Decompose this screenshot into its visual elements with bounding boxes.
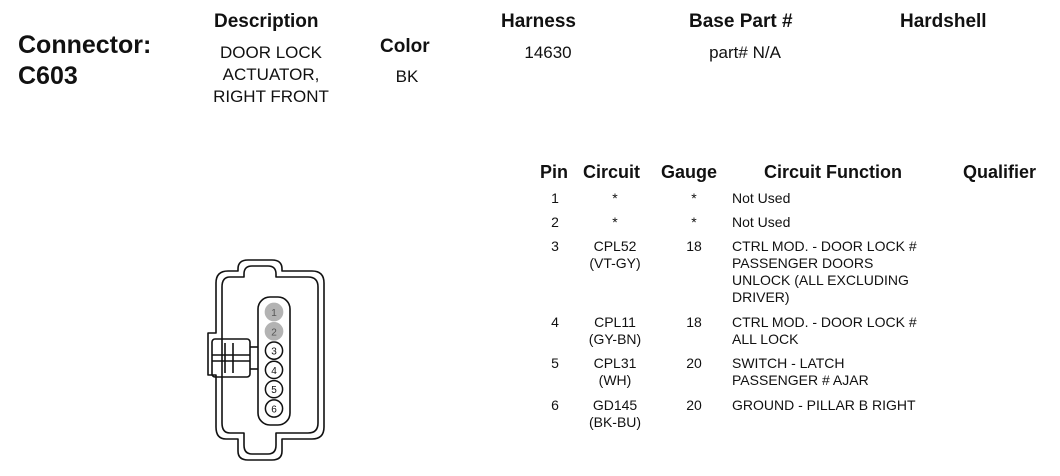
row-gauge: * [691,190,697,206]
pin-3-label: 3 [271,346,277,358]
row-function [732,314,957,348]
pin-group [265,303,282,417]
row-circuit [577,214,653,231]
row-pin: 4 [551,314,559,330]
pin-2-label: 2 [271,327,277,339]
circuit-line: CPL52 [593,238,637,254]
connector-id: C603 [18,62,78,90]
connector-face-diagram [200,255,335,465]
row-pin: 5 [551,355,559,371]
row-circuit [577,190,653,207]
function-line: PASSENGER # AJAR [732,372,869,388]
row-gauge: 18 [686,314,702,330]
col-header-qualifier: Qualifier [963,162,1037,182]
function-line: CTRL MOD. - DOOR LOCK # [732,238,917,254]
color-header: Color [380,36,430,57]
row-circuit [577,238,653,272]
base-part-value: part# N/A [709,43,781,62]
circuit-line: (VT-GY) [589,255,641,271]
circuit-line: (BK-BU) [588,414,642,430]
row-gauge: 20 [686,355,702,371]
row-gauge: * [691,214,697,230]
circuit-line: * [612,190,618,206]
row-gauge: 20 [686,397,702,413]
row-pin: 2 [551,214,559,230]
description-value [196,42,346,108]
description-line: RIGHT FRONT [213,87,329,106]
function-line: DRIVER) [732,289,790,305]
col-header-circuit: Circuit [583,162,641,182]
circuit-line: CPL31 [593,355,637,371]
row-pin: 6 [551,397,559,413]
pin-4-label: 4 [271,365,277,377]
col-header-circuit-function: Circuit Function [764,162,902,182]
function-line: CTRL MOD. - DOOR LOCK # [732,314,917,330]
function-line: SWITCH - LATCH [732,355,845,371]
description-line: ACTUATOR, [222,65,320,84]
function-line: UNLOCK (ALL EXCLUDING [732,272,909,288]
row-function [732,214,957,231]
row-function [732,397,957,414]
row-pin: 3 [551,238,559,254]
pin-5-label: 5 [271,385,277,397]
pin-6-label: 6 [271,404,277,416]
col-header-pin: Pin [540,162,569,182]
row-function [732,355,957,389]
function-line: PASSENGER DOORS [732,255,874,271]
harness-header: Harness [501,11,576,32]
connector-title [18,30,151,92]
connector-label: Connector: [18,31,152,59]
row-pin: 1 [551,190,559,206]
color-value: BK [395,67,419,86]
circuit-line: * [612,214,618,230]
row-function [732,238,957,306]
description-header: Description [214,11,319,32]
circuit-line: CPL11 [594,314,636,330]
row-gauge: 18 [686,238,702,254]
circuit-line: (WH) [598,372,632,388]
hardshell-header: Hardshell [900,11,987,32]
row-function [732,190,957,207]
col-header-gauge: Gauge [661,162,718,182]
circuit-line: GD145 [592,397,638,413]
latch-body [212,339,250,377]
function-line: Not Used [732,190,791,206]
pin-1-label: 1 [271,308,277,319]
function-line: Not Used [732,214,791,230]
base-part-header: Base Part # [689,11,793,32]
harness-value: 14630 [524,43,572,62]
circuit-line: (GY-BN) [588,331,642,347]
function-line: ALL LOCK [732,331,799,347]
function-line: GROUND - PILLAR B RIGHT [732,397,916,413]
row-circuit [577,355,653,389]
row-circuit [577,314,653,348]
description-line: DOOR LOCK [219,43,323,62]
row-circuit [577,397,653,431]
